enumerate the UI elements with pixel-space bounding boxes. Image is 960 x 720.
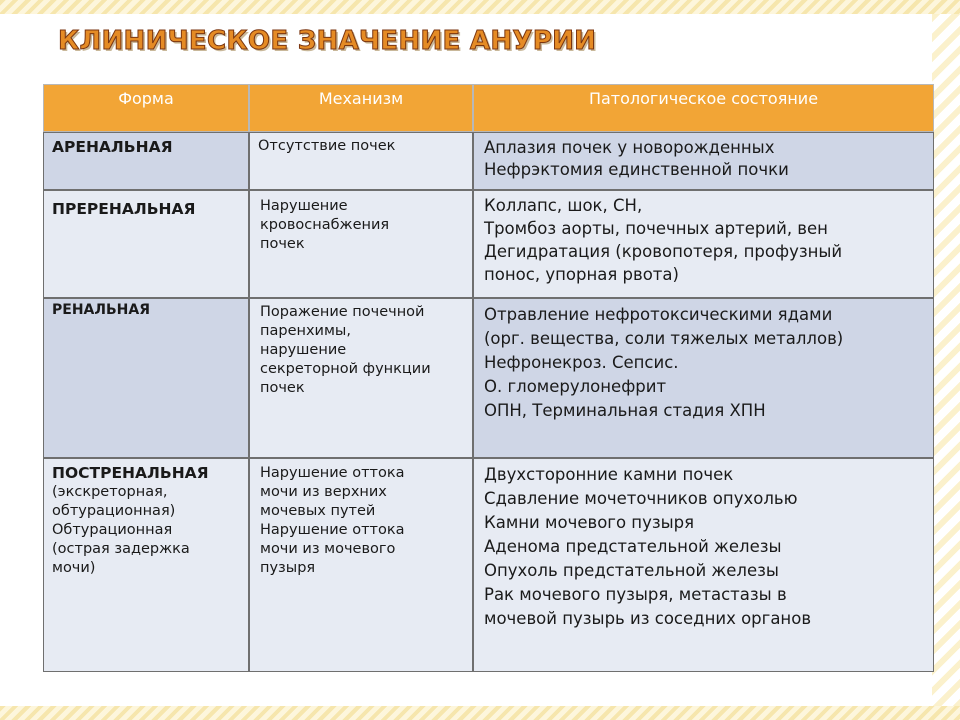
condition-line: Сдавление мочеточников опухолью xyxy=(484,489,798,508)
row-arenal-forma xyxy=(43,132,249,190)
row-prerenal-forma xyxy=(43,190,249,298)
condition-line: Коллапс, шок, СН, xyxy=(484,196,643,215)
mechanism-line: нарушение xyxy=(260,342,347,358)
condition-line: Отравление нефротоксическими ядами xyxy=(484,305,833,324)
mechanism-line: Нарушение оттока xyxy=(260,522,405,538)
condition-line: Аплазия почек у новорожденных xyxy=(484,138,775,157)
condition-line: Аденома предстательной железы xyxy=(484,537,782,556)
condition-line: Нефронекроз. Сепсис. xyxy=(484,353,679,372)
mechanism-line: Нарушение оттока xyxy=(260,465,405,481)
condition-line: понос, упорная рвота) xyxy=(484,265,679,284)
mechanism-line: секреторной функции xyxy=(260,361,431,377)
side-decorative-stripes xyxy=(932,14,960,706)
header-forma: Форма xyxy=(43,84,249,132)
row-postrenal-condition xyxy=(473,458,934,672)
mechanism-line: почек xyxy=(260,236,305,252)
forma-note: (острая задержка xyxy=(52,541,190,557)
row-prerenal-condition xyxy=(473,190,934,298)
top-decorative-stripe xyxy=(0,0,960,14)
mechanism-line: мочевых путей xyxy=(260,503,376,519)
condition-line: Нефрэктомия единственной почки xyxy=(484,160,789,179)
mechanism-line: мочи из мочевого xyxy=(260,541,396,557)
slide-title: КЛИНИЧЕСКОЕ ЗНАЧЕНИЕ АНУРИИ xyxy=(58,26,597,56)
condition-line: Дегидратация (кровопотеря, профузный xyxy=(484,242,843,261)
forma-label: ПРЕРЕНАЛЬНАЯ xyxy=(52,200,196,218)
mechanism-line: Поражение почечной xyxy=(260,304,425,320)
mechanism-line: Отсутствие почек xyxy=(258,138,396,154)
forma-note: обтурационная) xyxy=(52,503,176,519)
condition-line: мочевой пузырь из соседних органов xyxy=(484,609,812,628)
condition-line: О. гломерулонефрит xyxy=(484,377,667,396)
mechanism-line: Нарушение xyxy=(260,198,348,214)
condition-line: Рак мочевого пузыря, метастазы в xyxy=(484,585,787,604)
condition-line: Камни мочевого пузыря xyxy=(484,513,695,532)
row-renal-condition xyxy=(473,298,934,458)
mechanism-line: пузыря xyxy=(260,560,316,576)
bottom-decorative-stripe xyxy=(0,706,960,720)
condition-line: Опухоль предстательной железы xyxy=(484,561,779,580)
condition-line: ОПН, Терминальная стадия ХПН xyxy=(484,401,766,420)
condition-line: (орг. вещества, соли тяжелых металлов) xyxy=(484,329,844,348)
mechanism-line: паренхимы, xyxy=(260,323,351,339)
row-renal-forma xyxy=(43,298,249,458)
row-arenal-mechanism xyxy=(249,132,473,190)
condition-line: Тромбоз аорты, почечных артерий, вен xyxy=(484,219,828,238)
forma-label: РЕНАЛЬНАЯ xyxy=(52,302,151,318)
header-mechanism: Механизм xyxy=(249,84,473,132)
condition-line: Двухсторонние камни почек xyxy=(484,465,734,484)
row-renal-mechanism xyxy=(249,298,473,458)
row-arenal-condition xyxy=(473,132,934,190)
mechanism-line: кровоснабжения xyxy=(260,217,390,233)
row-postrenal-mechanism xyxy=(249,458,473,672)
forma-note: мочи) xyxy=(52,560,96,576)
forma-label: ПОСТРЕНАЛЬНАЯ xyxy=(52,464,209,482)
forma-note: (экскреторная, xyxy=(52,484,168,500)
forma-note: Обтурационная xyxy=(52,522,173,538)
mechanism-line: мочи из верхних xyxy=(260,484,387,500)
row-prerenal-mechanism xyxy=(249,190,473,298)
mechanism-line: почек xyxy=(260,380,305,396)
forma-label: АРЕНАЛЬНАЯ xyxy=(52,138,173,156)
header-condition: Патологическое состояние xyxy=(473,84,934,132)
row-postrenal-forma xyxy=(43,458,249,672)
